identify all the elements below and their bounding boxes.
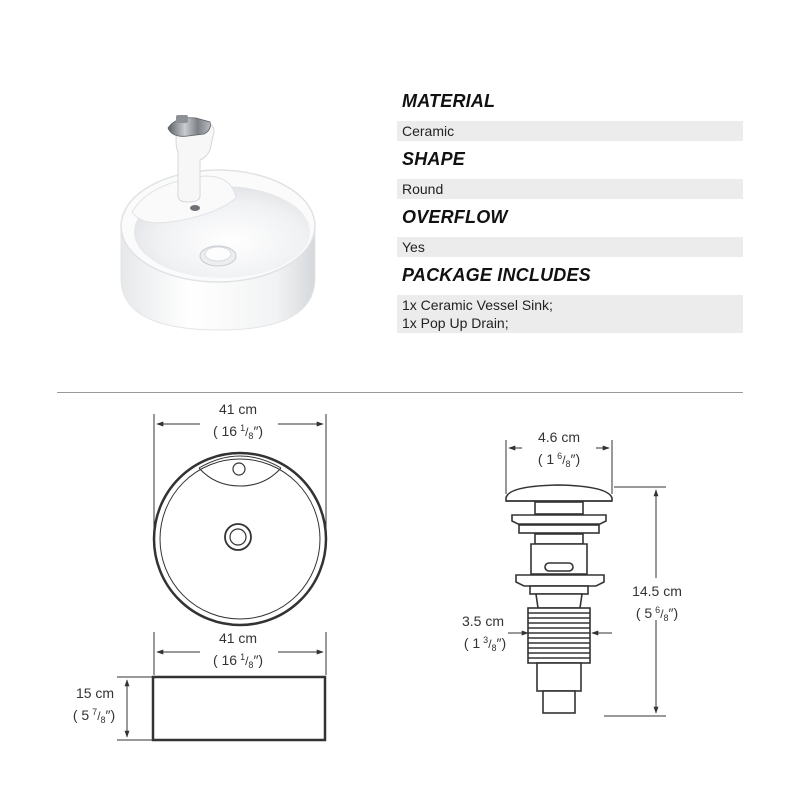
material-heading: MATERIAL xyxy=(402,91,496,111)
drain-height-metric: 14.5 cm xyxy=(632,583,682,599)
package-line: 1x Ceramic Vessel Sink; xyxy=(402,297,553,313)
shape-value-text: Round xyxy=(402,181,444,197)
package-heading: PACKAGE INCLUDES xyxy=(402,265,591,285)
sink-height-close: ″) xyxy=(105,707,116,723)
sink-top-width-imperial: ( 16 $^1/_8''$) xyxy=(212,423,264,441)
sink-top-width-close: ″) xyxy=(253,423,264,439)
sink-top-width-den: 8 xyxy=(248,431,254,441)
drain-cap-width-den: 8 xyxy=(565,459,571,469)
sink-top-width-whole: ( 16 xyxy=(212,423,238,439)
overflow-heading: OVERFLOW xyxy=(402,207,508,227)
pop-up-drain-drawing xyxy=(506,485,612,713)
sink-top-width-num: 1 xyxy=(240,423,246,433)
drain-cap-width-imperial: ( 1 $^6/_8''$) xyxy=(537,451,581,469)
drain-thread-width-den: 8 xyxy=(491,643,497,653)
sink-side-view xyxy=(153,677,325,740)
sink-top-width-metric: 41 cm xyxy=(218,401,258,417)
sink-side-width-imperial: ( 16 $^1/_8''$) xyxy=(212,652,264,670)
sink-side-width-den: 8 xyxy=(248,660,254,670)
sink-side-width-whole: ( 16 xyxy=(212,652,238,668)
material-value-text: Ceramic xyxy=(402,123,455,139)
sink-height-whole: ( 5 xyxy=(72,707,90,723)
drain-height-imperial: ( 5 $^6/_8''$) xyxy=(635,605,679,623)
overflow-value-text: Yes xyxy=(402,239,425,255)
sink-height-num: 7 xyxy=(92,707,98,717)
drain-height-close: ″) xyxy=(668,605,679,621)
package-line: 1x Pop Up Drain; xyxy=(402,315,509,331)
drain-cap-width-num: 6 xyxy=(557,451,563,461)
drain-thread-width-close: ″) xyxy=(496,635,507,651)
drain-cap-width-close: ″) xyxy=(570,451,581,467)
sink-top-view xyxy=(154,453,326,625)
drain-thread-width-num: 3 xyxy=(483,635,489,645)
drain-cap-width-whole: ( 1 xyxy=(537,451,555,467)
sink-height-imperial: ( 5 $^7/_8''$) xyxy=(72,707,116,725)
drain-height-num: 6 xyxy=(655,605,661,615)
drain-thread-width-metric: 3.5 cm xyxy=(461,613,505,629)
sink-height-metric: 15 cm xyxy=(75,685,115,701)
drain-thread-width-imperial: ( 1 $^3/_8''$) xyxy=(463,635,507,653)
drain-thread-width-whole: ( 1 xyxy=(463,635,481,651)
sink-side-width-metric: 41 cm xyxy=(218,630,258,646)
sink-height-den: 8 xyxy=(100,715,106,725)
drain-cap-width-metric: 4.6 cm xyxy=(537,429,581,445)
drain-height-den: 8 xyxy=(663,613,669,623)
shape-heading: SHAPE xyxy=(402,149,466,169)
sink-side-width-close: ″) xyxy=(253,652,264,668)
sink-side-width-num: 1 xyxy=(240,652,246,662)
drain-height-whole: ( 5 xyxy=(635,605,653,621)
